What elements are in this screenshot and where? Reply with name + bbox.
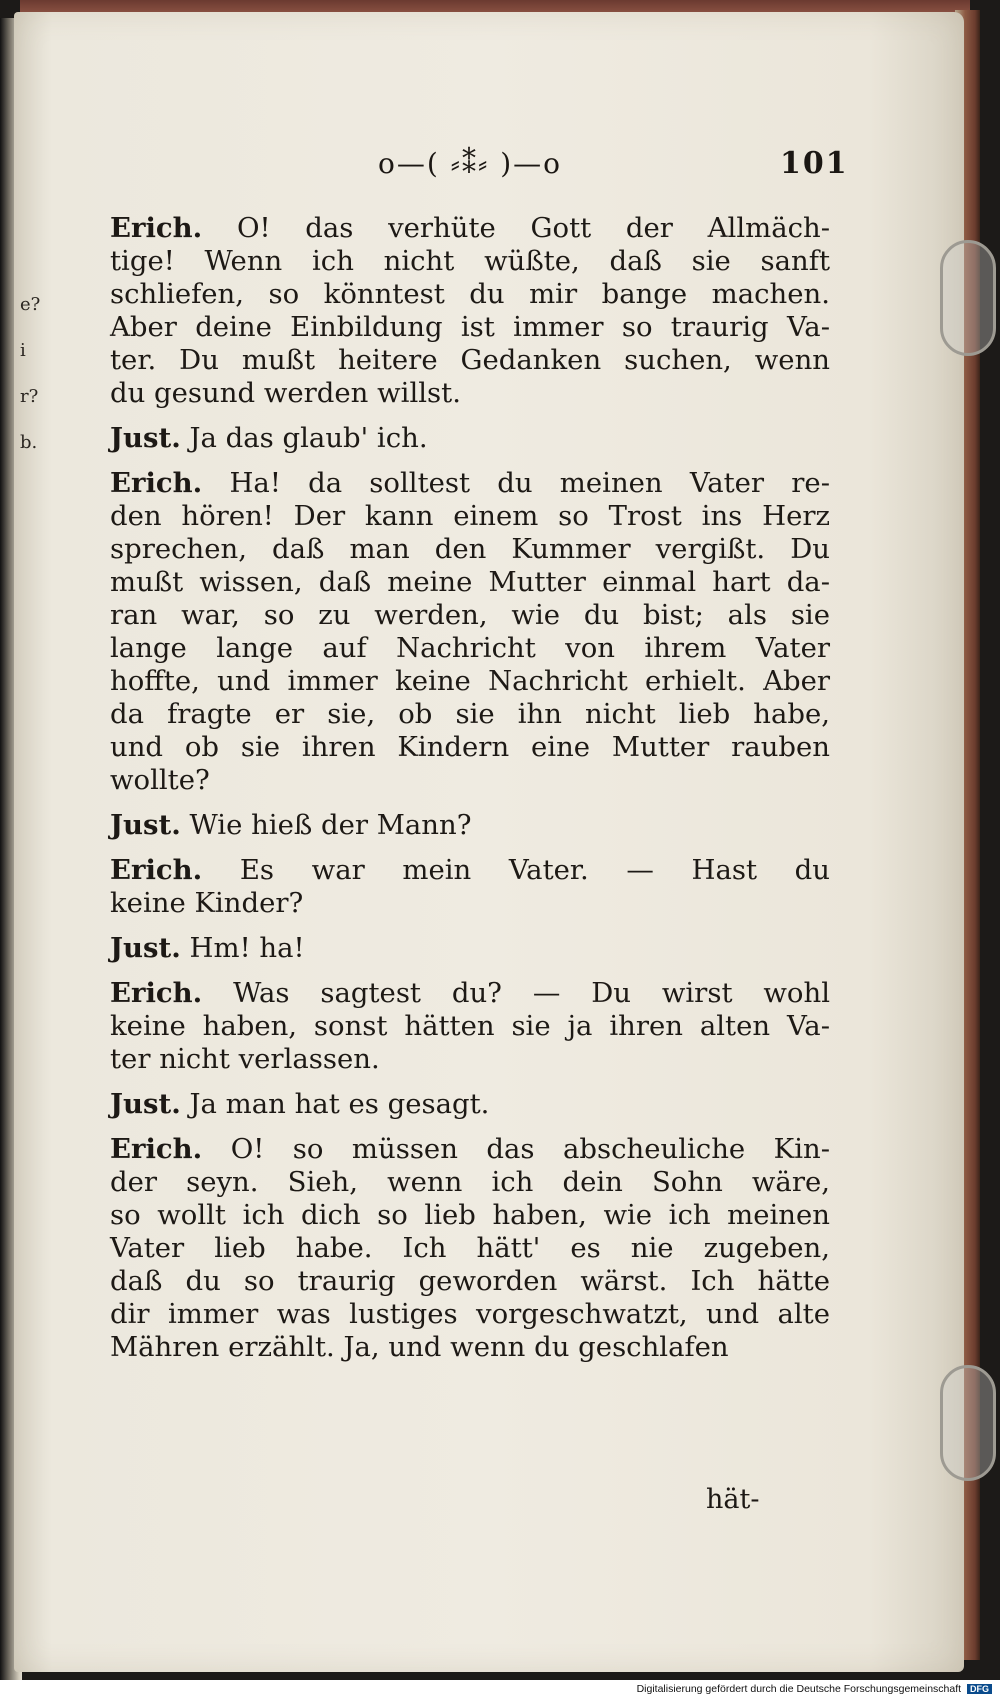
line-text: Hm! ha! — [180, 932, 305, 964]
text-line — [110, 377, 830, 410]
text-line — [110, 1298, 830, 1331]
text-line — [110, 422, 830, 455]
text-line — [110, 1043, 830, 1076]
line-text: keine Kinder? — [110, 887, 304, 919]
dfg-logo: DFG — [967, 1684, 992, 1694]
text-line — [110, 731, 830, 764]
text-line — [110, 1166, 830, 1199]
paragraph — [110, 1133, 830, 1364]
text-line — [110, 1010, 830, 1043]
paragraph — [110, 1088, 830, 1121]
text-line — [110, 632, 830, 665]
text-line — [110, 500, 830, 533]
paragraph — [110, 977, 830, 1076]
speaker-name: Erich. — [110, 854, 203, 886]
line-text: ter nicht verlassen. — [110, 1043, 380, 1075]
text-line — [110, 1199, 830, 1232]
text-line — [110, 1088, 830, 1121]
text-line — [110, 1232, 830, 1265]
speaker-name: Just. — [110, 932, 181, 964]
paragraph — [110, 212, 830, 410]
line-text: Vater lieb habe. Ich hätt' es nie zugeben, — [110, 1232, 830, 1264]
text-line — [110, 665, 830, 698]
line-text: Ha! da solltest du meinen Vater re- — [202, 467, 830, 499]
page-body-text — [110, 212, 830, 1376]
text-line — [110, 599, 830, 632]
text-line — [110, 245, 830, 278]
line-text: Ja das glaub' ich. — [180, 422, 428, 454]
page-clip-bottom — [940, 1365, 996, 1481]
page-clip-top — [940, 240, 996, 356]
line-text: ter. Du mußt heitere Gedanken suchen, wenn — [110, 344, 830, 376]
text-line — [110, 1265, 830, 1298]
line-text: Ja man hat es gesagt. — [180, 1088, 490, 1120]
text-line — [110, 698, 830, 731]
text-line — [110, 932, 830, 965]
line-text: lange lange auf Nachricht von ihrem Vater — [110, 632, 830, 664]
text-line — [110, 887, 830, 920]
page-number: 101 — [780, 146, 849, 181]
paragraph — [110, 932, 830, 965]
line-text: Wie hieß der Mann? — [180, 809, 472, 841]
line-text: O! so müssen das abscheuliche Kin- — [202, 1133, 830, 1165]
line-text: Es war mein Vater. — Hast du — [202, 854, 830, 886]
line-text: mußt wissen, daß meine Mutter einmal hart da- — [110, 566, 830, 598]
line-text: hoffte, und immer keine Nachricht erhielt. Aber — [110, 665, 830, 697]
facing-page-glyphs: e?ir?b. — [20, 294, 41, 453]
text-line — [110, 212, 830, 245]
paragraph — [110, 809, 830, 842]
line-text: der seyn. Sieh, wenn ich dein Sohn wäre, — [110, 1166, 830, 1198]
line-text: tige! Wenn ich nicht wüßte, daß sie sanft — [110, 245, 830, 277]
line-text: Was sagtest du? — Du wirst wohl — [202, 977, 830, 1009]
paragraph — [110, 422, 830, 455]
footer-credit-text: Digitalisierung gefördert durch die Deutsche Forschungsgemeinschaft — [636, 1683, 962, 1695]
text-line — [110, 764, 830, 797]
text-line — [110, 854, 830, 887]
speaker-name: Erich. — [110, 467, 203, 499]
line-text: da fragte er sie, ob sie ihn nicht lieb habe, — [110, 698, 830, 730]
line-text: so wollt ich dich so lieb haben, wie ich meinen — [110, 1199, 830, 1231]
text-line — [110, 311, 830, 344]
text-line — [110, 809, 830, 842]
line-text: wollte? — [110, 764, 210, 796]
paragraph — [110, 854, 830, 920]
speaker-name: Erich. — [110, 212, 203, 244]
header-ornament: o—( ⸗⁑⸗ )—o — [378, 147, 563, 180]
text-line — [110, 467, 830, 500]
line-text: dir immer was lustiges vorgeschwatzt, und alte — [110, 1298, 830, 1330]
line-text: ran war, so zu werden, wie du bist; als sie — [110, 599, 830, 631]
line-text: und ob sie ihren Kindern eine Mutter rauben — [110, 731, 830, 763]
line-text: keine haben, sonst hätten sie ja ihren alten Va- — [110, 1010, 830, 1042]
speaker-name: Erich. — [110, 977, 203, 1009]
text-line — [110, 344, 830, 377]
text-line — [110, 566, 830, 599]
speaker-name: Just. — [110, 1088, 181, 1120]
text-line — [110, 977, 830, 1010]
line-text: sprechen, daß man den Kummer vergißt. Du — [110, 533, 830, 565]
footer-credit — [637, 1683, 992, 1695]
line-text: Mähren erzählt. Ja, und wenn du geschlafen — [110, 1331, 729, 1363]
text-line — [110, 278, 830, 311]
text-line — [110, 533, 830, 566]
catchword: hät- — [706, 1484, 760, 1515]
speaker-name: Erich. — [110, 1133, 203, 1165]
line-text: Aber deine Einbildung ist immer so traurig Va- — [110, 311, 830, 343]
text-line — [110, 1331, 830, 1364]
line-text: du gesund werden willst. — [110, 377, 461, 409]
line-text: den hören! Der kann einem so Trost ins Herz — [110, 500, 830, 532]
text-line — [110, 1133, 830, 1166]
line-text: daß du so traurig geworden wärst. Ich hätte — [110, 1265, 830, 1297]
speaker-name: Just. — [110, 422, 181, 454]
speaker-name: Just. — [110, 809, 181, 841]
paragraph — [110, 467, 830, 797]
line-text: O! das verhüte Gott der Allmäch- — [202, 212, 830, 244]
line-text: schliefen, so könntest du mir bange machen. — [110, 278, 830, 310]
